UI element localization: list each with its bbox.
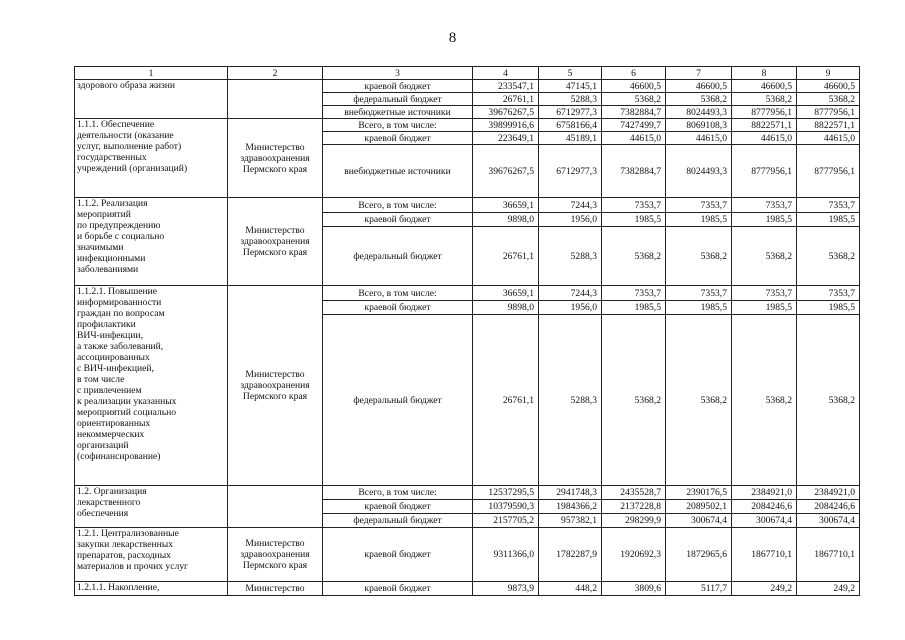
activity-name-line: ассоциированных [77,352,150,363]
amount-cell: 8822571,1 [797,119,860,132]
executor-cell [228,198,323,286]
amount-cell: 7353,7 [666,286,732,301]
amount-cell: 46600,5 [732,80,797,93]
amount-cell: 249,2 [732,582,797,596]
amount-cell: 2084246,6 [797,500,860,514]
amount-cell: 7353,7 [602,286,666,301]
activity-name-line: по предупреждению [77,220,161,231]
amount-cell: 2390176,5 [666,486,732,500]
table-row [75,286,860,301]
amount-cell: 7353,7 [732,286,797,301]
amount-cell: 9898,0 [473,213,539,227]
amount-cell: 2941748,3 [539,486,602,500]
executor-cell [228,528,323,582]
table-row [75,80,860,93]
amount-cell: 5368,2 [797,315,860,486]
amount-cell: 5368,2 [797,93,860,106]
amount-cell: 26761,1 [473,315,539,486]
executor-line: Пермского края [242,560,308,571]
amount-cell: 36659,1 [473,198,539,213]
activity-name-cell [75,486,228,528]
activity-name-cell [75,582,228,596]
activity-name-line: в том числе [77,374,125,385]
activity-name-line: материалов и прочих услуг [77,561,188,572]
amount-cell: 1985,5 [732,301,797,315]
activity-name-cell [75,80,228,119]
header-cell: 8 [732,67,797,80]
executor-line: Министерство [245,225,305,236]
activity-name-line: с привлечением [77,385,142,396]
activity-name-line: обеспечения [77,508,129,519]
executor-line: Министерство [245,538,305,549]
funding-source-cell: внебюджетные источники [323,106,473,119]
amount-cell: 6758166,4 [539,119,602,132]
activity-name-line: здорового образа жизни [77,80,176,91]
executor-line: Министерство [245,369,305,380]
activity-name-line: 1.1.2. Реализация [77,198,148,209]
executor-line: Пермского края [242,247,308,258]
amount-cell: 7353,7 [666,198,732,213]
amount-cell: 5368,2 [602,315,666,486]
amount-cell: 39676267,5 [473,106,539,119]
amount-cell: 26761,1 [473,93,539,106]
activity-name-line: с ВИЧ-инфекцией, [77,363,154,374]
amount-cell: 7427499,7 [602,119,666,132]
amount-cell: 12537295,5 [473,486,539,500]
amount-cell: 44615,0 [666,132,732,145]
activity-name-line: 1.1.2.1. Повышение [77,286,158,297]
amount-cell: 300674,4 [666,514,732,528]
funding-source-cell: краевой бюджет [323,213,473,227]
header-cell: 4 [473,67,539,80]
header-cell: 7 [666,67,732,80]
funding-source-cell: федеральный бюджет [323,227,473,286]
amount-cell: 8069108,3 [666,119,732,132]
amount-cell: 47145,1 [539,80,602,93]
amount-cell: 2435528,7 [602,486,666,500]
header-cell: 2 [228,67,323,80]
funding-source-cell: краевой бюджет [323,80,473,93]
amount-cell: 2384921,0 [732,486,797,500]
executor-line: здравоохранения [240,152,310,164]
amount-cell: 448,2 [539,582,602,596]
amount-cell: 1985,5 [732,213,797,227]
amount-cell: 46600,5 [602,80,666,93]
header-cell: 6 [602,67,666,80]
activity-name-line: к реализации указанных [77,396,177,407]
amount-cell: 300674,4 [797,514,860,528]
table-row [75,528,860,582]
activity-name-line: значимыми [77,242,124,253]
activity-name-line: организаций [77,440,129,451]
activity-name-line: заболеваниями [77,264,139,275]
amount-cell: 1985,5 [666,301,732,315]
activity-name-cell [75,528,228,582]
amount-cell: 8024493,3 [666,145,732,198]
amount-cell: 1985,5 [797,301,860,315]
amount-cell: 5368,2 [732,315,797,486]
activity-name-line: (софинансирование) [77,451,161,462]
amount-cell: 1984366,2 [539,500,602,514]
amount-cell: 5368,2 [602,227,666,286]
amount-cell: 10379590,3 [473,500,539,514]
funding-source-cell: Всего, в том числе: [323,119,473,132]
executor-cell [228,486,323,528]
executor-line: Пермского края [242,163,308,175]
amount-cell: 249,2 [797,582,860,596]
amount-cell: 1985,5 [602,213,666,227]
header-cell: 9 [797,67,860,80]
amount-cell: 1867710,1 [732,528,797,582]
funding-source-cell: Всего, в том числе: [323,198,473,213]
amount-cell: 8777956,1 [797,106,860,119]
activity-name-line: мероприятий [77,209,131,220]
amount-cell: 7353,7 [732,198,797,213]
executor-line: Пермского края [242,391,308,402]
executor-line: здравоохранения [240,236,310,247]
table-row [75,198,860,213]
amount-cell: 2084246,6 [732,500,797,514]
amount-cell: 5288,3 [539,315,602,486]
header-cell: 1 [75,67,228,80]
amount-cell: 7382884,7 [602,145,666,198]
amount-cell: 1985,5 [797,213,860,227]
table-header-row [75,67,860,80]
amount-cell: 1920692,3 [602,528,666,582]
amount-cell: 8777956,1 [732,106,797,119]
amount-cell: 8822571,1 [732,119,797,132]
activity-name-line: 1.1.1. Обеспечение [77,119,155,130]
amount-cell: 5117,7 [666,582,732,596]
executor-line: Министерство [245,141,305,153]
funding-source-cell: краевой бюджет [323,132,473,145]
activity-name-line: услуг, выполнение работ) [77,141,182,152]
amount-cell: 1956,0 [539,213,602,227]
activity-name-line: лекарственного [77,497,141,508]
amount-cell: 2089502,1 [666,500,732,514]
activity-name-cell [75,286,228,486]
activity-name-line: препаратов, расходных [77,550,171,561]
activity-name-line: профилактики [77,319,136,330]
amount-cell: 6712977,3 [539,145,602,198]
activity-name-line: 1.2.1.1. Накопление, [77,582,160,593]
funding-source-cell: Всего, в том числе: [323,286,473,301]
amount-cell: 5368,2 [666,93,732,106]
amount-cell: 45189,1 [539,132,602,145]
amount-cell: 44615,0 [602,132,666,145]
amount-cell: 1985,5 [602,301,666,315]
executor-line: здравоохранения [240,380,310,391]
activity-name-line: государственных [77,152,147,163]
amount-cell: 300674,4 [732,514,797,528]
table-row [75,486,860,500]
amount-cell: 8777956,1 [797,145,860,198]
activity-name-line: мероприятий социально [77,407,177,418]
amount-cell: 36659,1 [473,286,539,301]
amount-cell: 46600,5 [797,80,860,93]
amount-cell: 2157705,2 [473,514,539,528]
amount-cell: 1872965,6 [666,528,732,582]
funding-source-cell: краевой бюджет [323,582,473,596]
activity-name-line: информированности [77,297,162,308]
funding-source-cell: краевой бюджет [323,301,473,315]
activity-name-line: 1.2.1. Централизованные [77,528,179,539]
amount-cell: 298299,9 [602,514,666,528]
page-number: 8 [448,30,457,46]
activity-name-line: инфекционными [77,253,146,264]
funding-source-cell: краевой бюджет [323,500,473,514]
amount-cell: 8024493,3 [666,106,732,119]
amount-cell: 7382884,7 [602,106,666,119]
amount-cell: 1956,0 [539,301,602,315]
activity-name-line: закупки лекарственных [77,539,174,550]
activity-name-line: 1.2. Организация [77,486,147,497]
table-row [75,119,860,132]
funding-source-cell: Всего, в том числе: [323,486,473,500]
amount-cell: 233547,1 [473,80,539,93]
executor-line: Министерство [245,583,305,594]
executor-cell [228,119,323,198]
amount-cell: 5368,2 [732,93,797,106]
amount-cell: 957382,1 [539,514,602,528]
amount-cell: 2137228,8 [602,500,666,514]
amount-cell: 7353,7 [797,198,860,213]
executor-cell [228,286,323,486]
amount-cell: 46600,5 [666,80,732,93]
executor-cell [228,80,323,119]
funding-source-cell: федеральный бюджет [323,315,473,486]
amount-cell: 223649,1 [473,132,539,145]
amount-cell: 44615,0 [732,132,797,145]
activity-name-line: ориентированных [77,418,151,429]
amount-cell: 1782287,9 [539,528,602,582]
funding-source-cell: федеральный бюджет [323,514,473,528]
amount-cell: 5288,3 [539,227,602,286]
activity-name-line: некоммерческих [77,429,145,440]
amount-cell: 9311366,0 [473,528,539,582]
amount-cell: 7244,3 [539,286,602,301]
amount-cell: 5368,2 [666,227,732,286]
amount-cell: 8777956,1 [732,145,797,198]
budget-table [74,66,860,596]
activity-name-line: деятельности (оказание [77,130,174,141]
activity-name-line: учреждений (организаций) [77,163,188,174]
table-row [75,582,860,596]
amount-cell: 5368,2 [666,315,732,486]
activity-name-cell [75,198,228,286]
amount-cell: 44615,0 [797,132,860,145]
activity-name-cell [75,119,228,198]
amount-cell: 1985,5 [666,213,732,227]
activity-name-line: и борьбе с социально [77,231,165,242]
amount-cell: 7353,7 [602,198,666,213]
amount-cell: 39676267,5 [473,145,539,198]
amount-cell: 3809,6 [602,582,666,596]
funding-source-cell: федеральный бюджет [323,93,473,106]
amount-cell: 39899916,6 [473,119,539,132]
funding-source-cell: внебюджетные источники [323,145,473,198]
amount-cell: 9873,9 [473,582,539,596]
executor-line: здравоохранения [240,549,310,560]
header-cell: 3 [323,67,473,80]
header-cell: 5 [539,67,602,80]
activity-name-line: граждан по вопросам [77,308,165,319]
activity-name-line: а также заболеваний, [77,341,164,352]
executor-cell [228,582,323,596]
amount-cell: 1867710,1 [797,528,860,582]
amount-cell: 5368,2 [602,93,666,106]
amount-cell: 6712977,3 [539,106,602,119]
amount-cell: 7353,7 [797,286,860,301]
funding-source-cell: краевой бюджет [323,528,473,582]
amount-cell: 5368,2 [797,227,860,286]
amount-cell: 9898,0 [473,301,539,315]
amount-cell: 5368,2 [732,227,797,286]
amount-cell: 5288,3 [539,93,602,106]
amount-cell: 7244,3 [539,198,602,213]
activity-name-line: ВИЧ-инфекции, [77,330,143,341]
amount-cell: 26761,1 [473,227,539,286]
amount-cell: 2384921,0 [797,486,860,500]
